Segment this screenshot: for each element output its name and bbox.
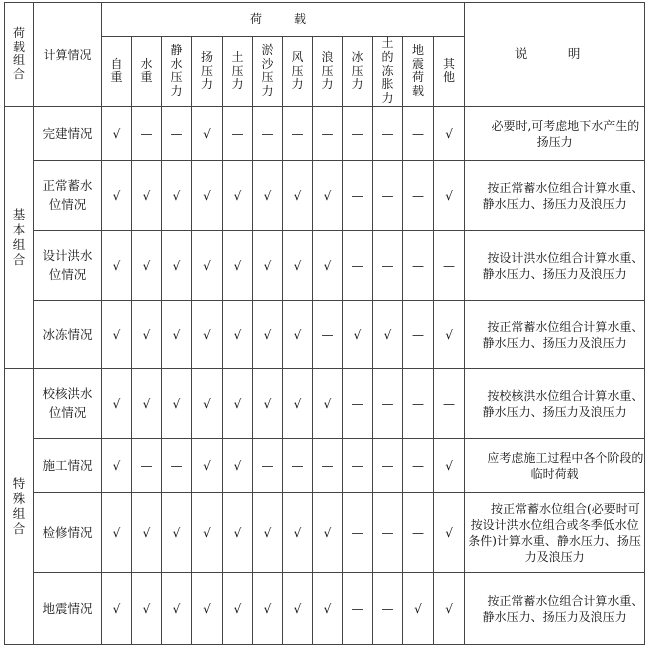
load-mark-cell: — (373, 493, 403, 573)
load-mark-cell: √ (283, 493, 313, 573)
load-mark-cell: — (343, 573, 373, 645)
load-mark-cell: √ (343, 301, 373, 369)
header-load: 地震荷载 (403, 37, 434, 107)
load-mark-cell: √ (132, 301, 162, 369)
load-mark-cell: — (343, 439, 373, 493)
table-row (5, 493, 645, 573)
load-mark-cell: — (403, 369, 434, 439)
load-mark-cell: — (343, 231, 373, 301)
load-mark-cell: √ (223, 301, 253, 369)
table-row (5, 573, 645, 645)
load-mark-cell: √ (434, 107, 465, 161)
load-mark-cell: √ (162, 369, 192, 439)
load-mark-cell: √ (102, 369, 132, 439)
load-mark-cell: — (132, 107, 162, 161)
header-condition: 计算情况 (34, 3, 102, 107)
load-mark-cell: √ (102, 439, 132, 493)
condition-cell: 校核洪水位情况 (34, 369, 102, 439)
note-cell: 按正常蓄水位组合计算水重、静水压力、扬压力及浪压力 (465, 161, 645, 231)
load-mark-cell: √ (132, 369, 162, 439)
load-mark-cell: — (373, 369, 403, 439)
load-mark-cell: √ (253, 369, 283, 439)
header-load: 浪压力 (313, 37, 343, 107)
load-mark-cell: √ (192, 493, 223, 573)
load-mark-cell: √ (192, 107, 223, 161)
load-mark-cell: — (403, 493, 434, 573)
load-mark-cell: — (253, 107, 283, 161)
header-combination: 荷载组合 (5, 3, 34, 107)
load-mark-cell: √ (132, 231, 162, 301)
load-mark-cell: — (343, 161, 373, 231)
load-mark-cell: √ (253, 161, 283, 231)
load-mark-cell: √ (162, 161, 192, 231)
header-load-group: 荷 载 (102, 3, 465, 37)
header-explanation: 说 明 (465, 3, 645, 107)
note-cell: 按校核洪水位组合计算水重、静水压力、扬压力及浪压力 (465, 369, 645, 439)
load-mark-cell: — (434, 369, 465, 439)
condition-cell: 设计洪水位情况 (34, 231, 102, 301)
load-mark-cell: — (132, 439, 162, 493)
header-load: 自重 (102, 37, 132, 107)
load-mark-cell: √ (102, 231, 132, 301)
condition-cell: 冰冻情况 (34, 301, 102, 369)
load-mark-cell: √ (313, 161, 343, 231)
load-mark-cell: — (373, 107, 403, 161)
load-mark-cell: √ (313, 231, 343, 301)
table-row (5, 107, 645, 161)
header-load: 其他 (434, 37, 465, 107)
header-load: 土压力 (223, 37, 253, 107)
load-mark-cell: — (343, 493, 373, 573)
load-mark-cell: √ (162, 301, 192, 369)
load-mark-cell: √ (223, 231, 253, 301)
note-cell: 按设计洪水位组合计算水重、静水压力、扬压力及浪压力 (465, 231, 645, 301)
load-mark-cell: √ (283, 573, 313, 645)
load-mark-cell: √ (192, 161, 223, 231)
header-load: 扬压力 (192, 37, 223, 107)
load-mark-cell: √ (223, 369, 253, 439)
load-mark-cell: √ (253, 573, 283, 645)
table-body (5, 107, 645, 645)
load-mark-cell: — (253, 439, 283, 493)
note-cell: 必要时,可考虑地下水产生的扬压力 (465, 107, 645, 161)
load-mark-cell: — (162, 439, 192, 493)
load-mark-cell: √ (434, 493, 465, 573)
note-cell: 按正常蓄水位组合计算水重、静水压力、扬压力及浪压力 (465, 573, 645, 645)
combination-cell: 特殊组合 (5, 369, 34, 645)
load-mark-cell: √ (102, 107, 132, 161)
load-mark-cell: — (403, 231, 434, 301)
note-cell: 应考虑施工过程中各个阶段的临时荷载 (465, 439, 645, 493)
load-mark-cell: — (403, 107, 434, 161)
load-mark-cell: √ (192, 231, 223, 301)
load-mark-cell: √ (132, 573, 162, 645)
header-load: 淤沙压力 (253, 37, 283, 107)
header-load: 冰压力 (343, 37, 373, 107)
load-mark-cell: — (373, 573, 403, 645)
table-row (5, 439, 645, 493)
load-mark-cell: — (283, 107, 313, 161)
load-mark-cell: √ (192, 439, 223, 493)
load-mark-cell: √ (162, 573, 192, 645)
load-mark-cell: √ (283, 369, 313, 439)
load-mark-cell: √ (102, 301, 132, 369)
load-mark-cell: — (373, 439, 403, 493)
header-load: 风压力 (283, 37, 313, 107)
condition-cell: 地震情况 (34, 573, 102, 645)
load-mark-cell: √ (102, 573, 132, 645)
load-mark-cell: √ (434, 573, 465, 645)
load-mark-cell: √ (223, 493, 253, 573)
condition-cell: 正常蓄水位情况 (34, 161, 102, 231)
load-mark-cell: √ (132, 493, 162, 573)
load-mark-cell: — (403, 301, 434, 369)
load-mark-cell: — (343, 107, 373, 161)
load-mark-cell: — (373, 231, 403, 301)
header-load: 静水压力 (162, 37, 192, 107)
load-mark-cell: — (223, 107, 253, 161)
load-mark-cell: √ (162, 493, 192, 573)
load-mark-cell: √ (192, 573, 223, 645)
condition-cell: 施工情况 (34, 439, 102, 493)
load-mark-cell: — (343, 369, 373, 439)
condition-cell: 检修情况 (34, 493, 102, 573)
load-mark-cell: √ (223, 573, 253, 645)
load-mark-cell: √ (102, 493, 132, 573)
load-mark-cell: √ (192, 301, 223, 369)
table-row (5, 301, 645, 369)
note-cell: 按正常蓄水位组合(必要时可按设计洪水位组合或冬季低水位条件)计算水重、静水压力、扬压力及浪压力 (465, 493, 645, 573)
load-mark-cell: √ (132, 161, 162, 231)
condition-cell: 完建情况 (34, 107, 102, 161)
header-load: 土的冻胀力 (373, 37, 403, 107)
load-mark-cell: √ (403, 573, 434, 645)
combination-cell: 基本组合 (5, 107, 34, 369)
load-mark-cell: √ (313, 493, 343, 573)
load-mark-cell: — (313, 301, 343, 369)
load-mark-cell: √ (283, 231, 313, 301)
header-load: 水重 (132, 37, 162, 107)
load-mark-cell: √ (313, 369, 343, 439)
load-mark-cell: √ (192, 369, 223, 439)
load-mark-cell: — (283, 439, 313, 493)
load-mark-cell: — (403, 161, 434, 231)
load-mark-cell: — (373, 161, 403, 231)
load-combination-table (4, 2, 645, 645)
load-mark-cell: √ (223, 439, 253, 493)
load-mark-cell: — (313, 107, 343, 161)
load-mark-cell: √ (283, 161, 313, 231)
load-mark-cell: √ (313, 573, 343, 645)
load-mark-cell: — (162, 107, 192, 161)
load-mark-cell: √ (434, 161, 465, 231)
load-mark-cell: √ (434, 301, 465, 369)
load-mark-cell: √ (253, 493, 283, 573)
load-mark-cell: — (313, 439, 343, 493)
table-row (5, 369, 645, 439)
load-mark-cell: — (403, 439, 434, 493)
load-mark-cell: √ (253, 301, 283, 369)
load-mark-cell: — (434, 231, 465, 301)
table-row (5, 231, 645, 301)
load-mark-cell: √ (283, 301, 313, 369)
note-cell: 按正常蓄水位组合计算水重、静水压力、扬压力及浪压力 (465, 301, 645, 369)
load-mark-cell: √ (223, 161, 253, 231)
load-mark-cell: √ (434, 439, 465, 493)
load-mark-cell: √ (102, 161, 132, 231)
load-mark-cell: √ (162, 231, 192, 301)
load-mark-cell: √ (373, 301, 403, 369)
load-mark-cell: √ (253, 231, 283, 301)
table-row (5, 161, 645, 231)
